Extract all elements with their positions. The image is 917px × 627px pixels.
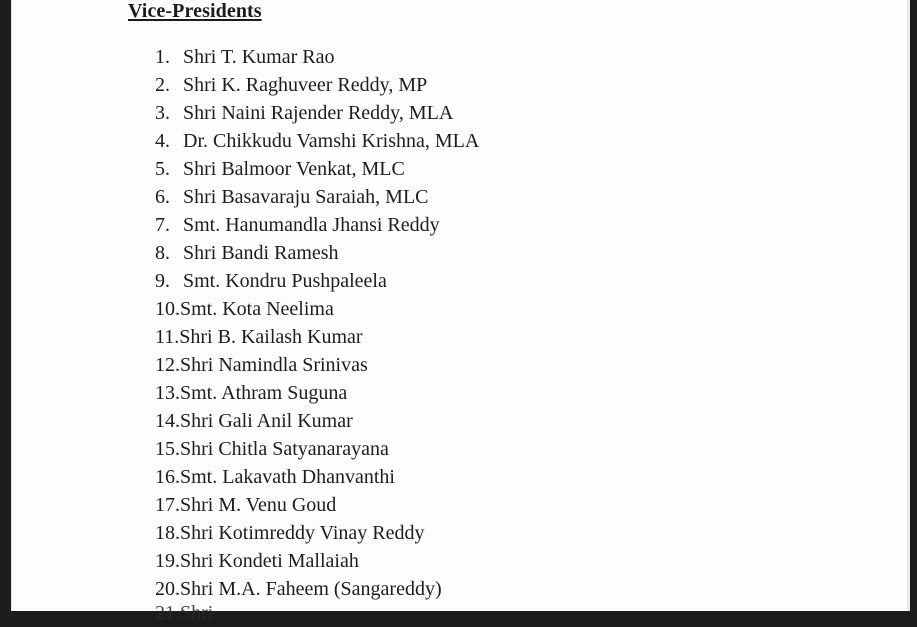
item-name: Smt. Lakavath Dhanvanthi: [180, 466, 395, 488]
item-name: Dr. Chikkudu Vamshi Krishna, MLA: [183, 130, 480, 152]
item-name: Shri Naini Rajender Reddy, MLA: [183, 102, 454, 124]
item-number: 20.: [155, 578, 180, 600]
list-item: [155, 547, 479, 575]
item-name: Shri K. Raghuveer Reddy, MP: [183, 74, 428, 96]
list-item: [155, 71, 479, 99]
item-number: 7.: [155, 214, 170, 236]
list-item: [155, 211, 479, 239]
list-item: [155, 519, 479, 547]
item-name: Shri M. Venu Goud: [180, 494, 337, 516]
partial-next-line: 21.Shri: [155, 602, 214, 624]
item-number: 13.: [155, 382, 180, 404]
list-item: [155, 435, 479, 463]
item-name: Shri B. Kailash Kumar: [179, 326, 363, 348]
list-item: [155, 127, 479, 155]
list-item: [155, 463, 479, 491]
item-name: Shri Balmoor Venkat, MLC: [183, 158, 405, 180]
item-number: 12.: [155, 354, 180, 376]
list-item: [155, 239, 479, 267]
item-number: 3.: [155, 102, 170, 124]
list-item: [155, 99, 479, 127]
list-item: [155, 43, 479, 71]
item-number: 11.: [155, 326, 180, 348]
item-name: Shri Kotimreddy Vinay Reddy: [180, 522, 425, 544]
list-item: [155, 295, 479, 323]
item-number: 16.: [155, 466, 180, 488]
item-number: 18.: [155, 522, 180, 544]
list-item: [155, 323, 479, 351]
item-number: 6.: [155, 186, 170, 208]
list-item: [155, 183, 479, 211]
list-item: [155, 351, 479, 379]
list-item: [155, 155, 479, 183]
item-number: 15.: [155, 438, 180, 460]
item-name: Shri M.A. Faheem (Sangareddy): [180, 578, 442, 600]
document-page: [11, 0, 910, 624]
vice-presidents-list: [155, 43, 479, 603]
item-name: Shri Gali Anil Kumar: [180, 410, 353, 432]
item-name: Shri Chitla Satyanarayana: [180, 438, 389, 460]
item-number: 14.: [155, 410, 180, 432]
item-name: Smt. Kondru Pushpaleela: [183, 270, 387, 292]
item-number: 17.: [155, 494, 180, 516]
item-number: 1.: [155, 46, 170, 68]
list-item: [155, 491, 479, 519]
item-number: 5.: [155, 158, 170, 180]
item-number: 8.: [155, 242, 170, 264]
item-number: 10.: [155, 298, 180, 320]
section-heading: Vice-Presidents: [128, 0, 262, 22]
item-number: 2.: [155, 74, 170, 96]
item-name: Smt. Hanumandla Jhansi Reddy: [183, 214, 440, 236]
item-name: Shri Kondeti Mallaiah: [180, 550, 359, 572]
list-item: [155, 407, 479, 435]
item-number: 4.: [155, 130, 170, 152]
item-name: Shri Basavaraju Saraiah, MLC: [183, 186, 429, 208]
item-name: Shri Bandi Ramesh: [183, 242, 339, 264]
list-item: [155, 379, 479, 407]
item-name: Smt. Kota Neelima: [180, 298, 334, 320]
item-name: Shri Namindla Srinivas: [180, 354, 368, 376]
item-number: 19.: [155, 550, 180, 572]
list-item: [155, 267, 479, 295]
item-number: 9.: [155, 270, 170, 292]
item-name: Shri T. Kumar Rao: [183, 46, 335, 68]
item-name: Smt. Athram Suguna: [180, 382, 348, 404]
